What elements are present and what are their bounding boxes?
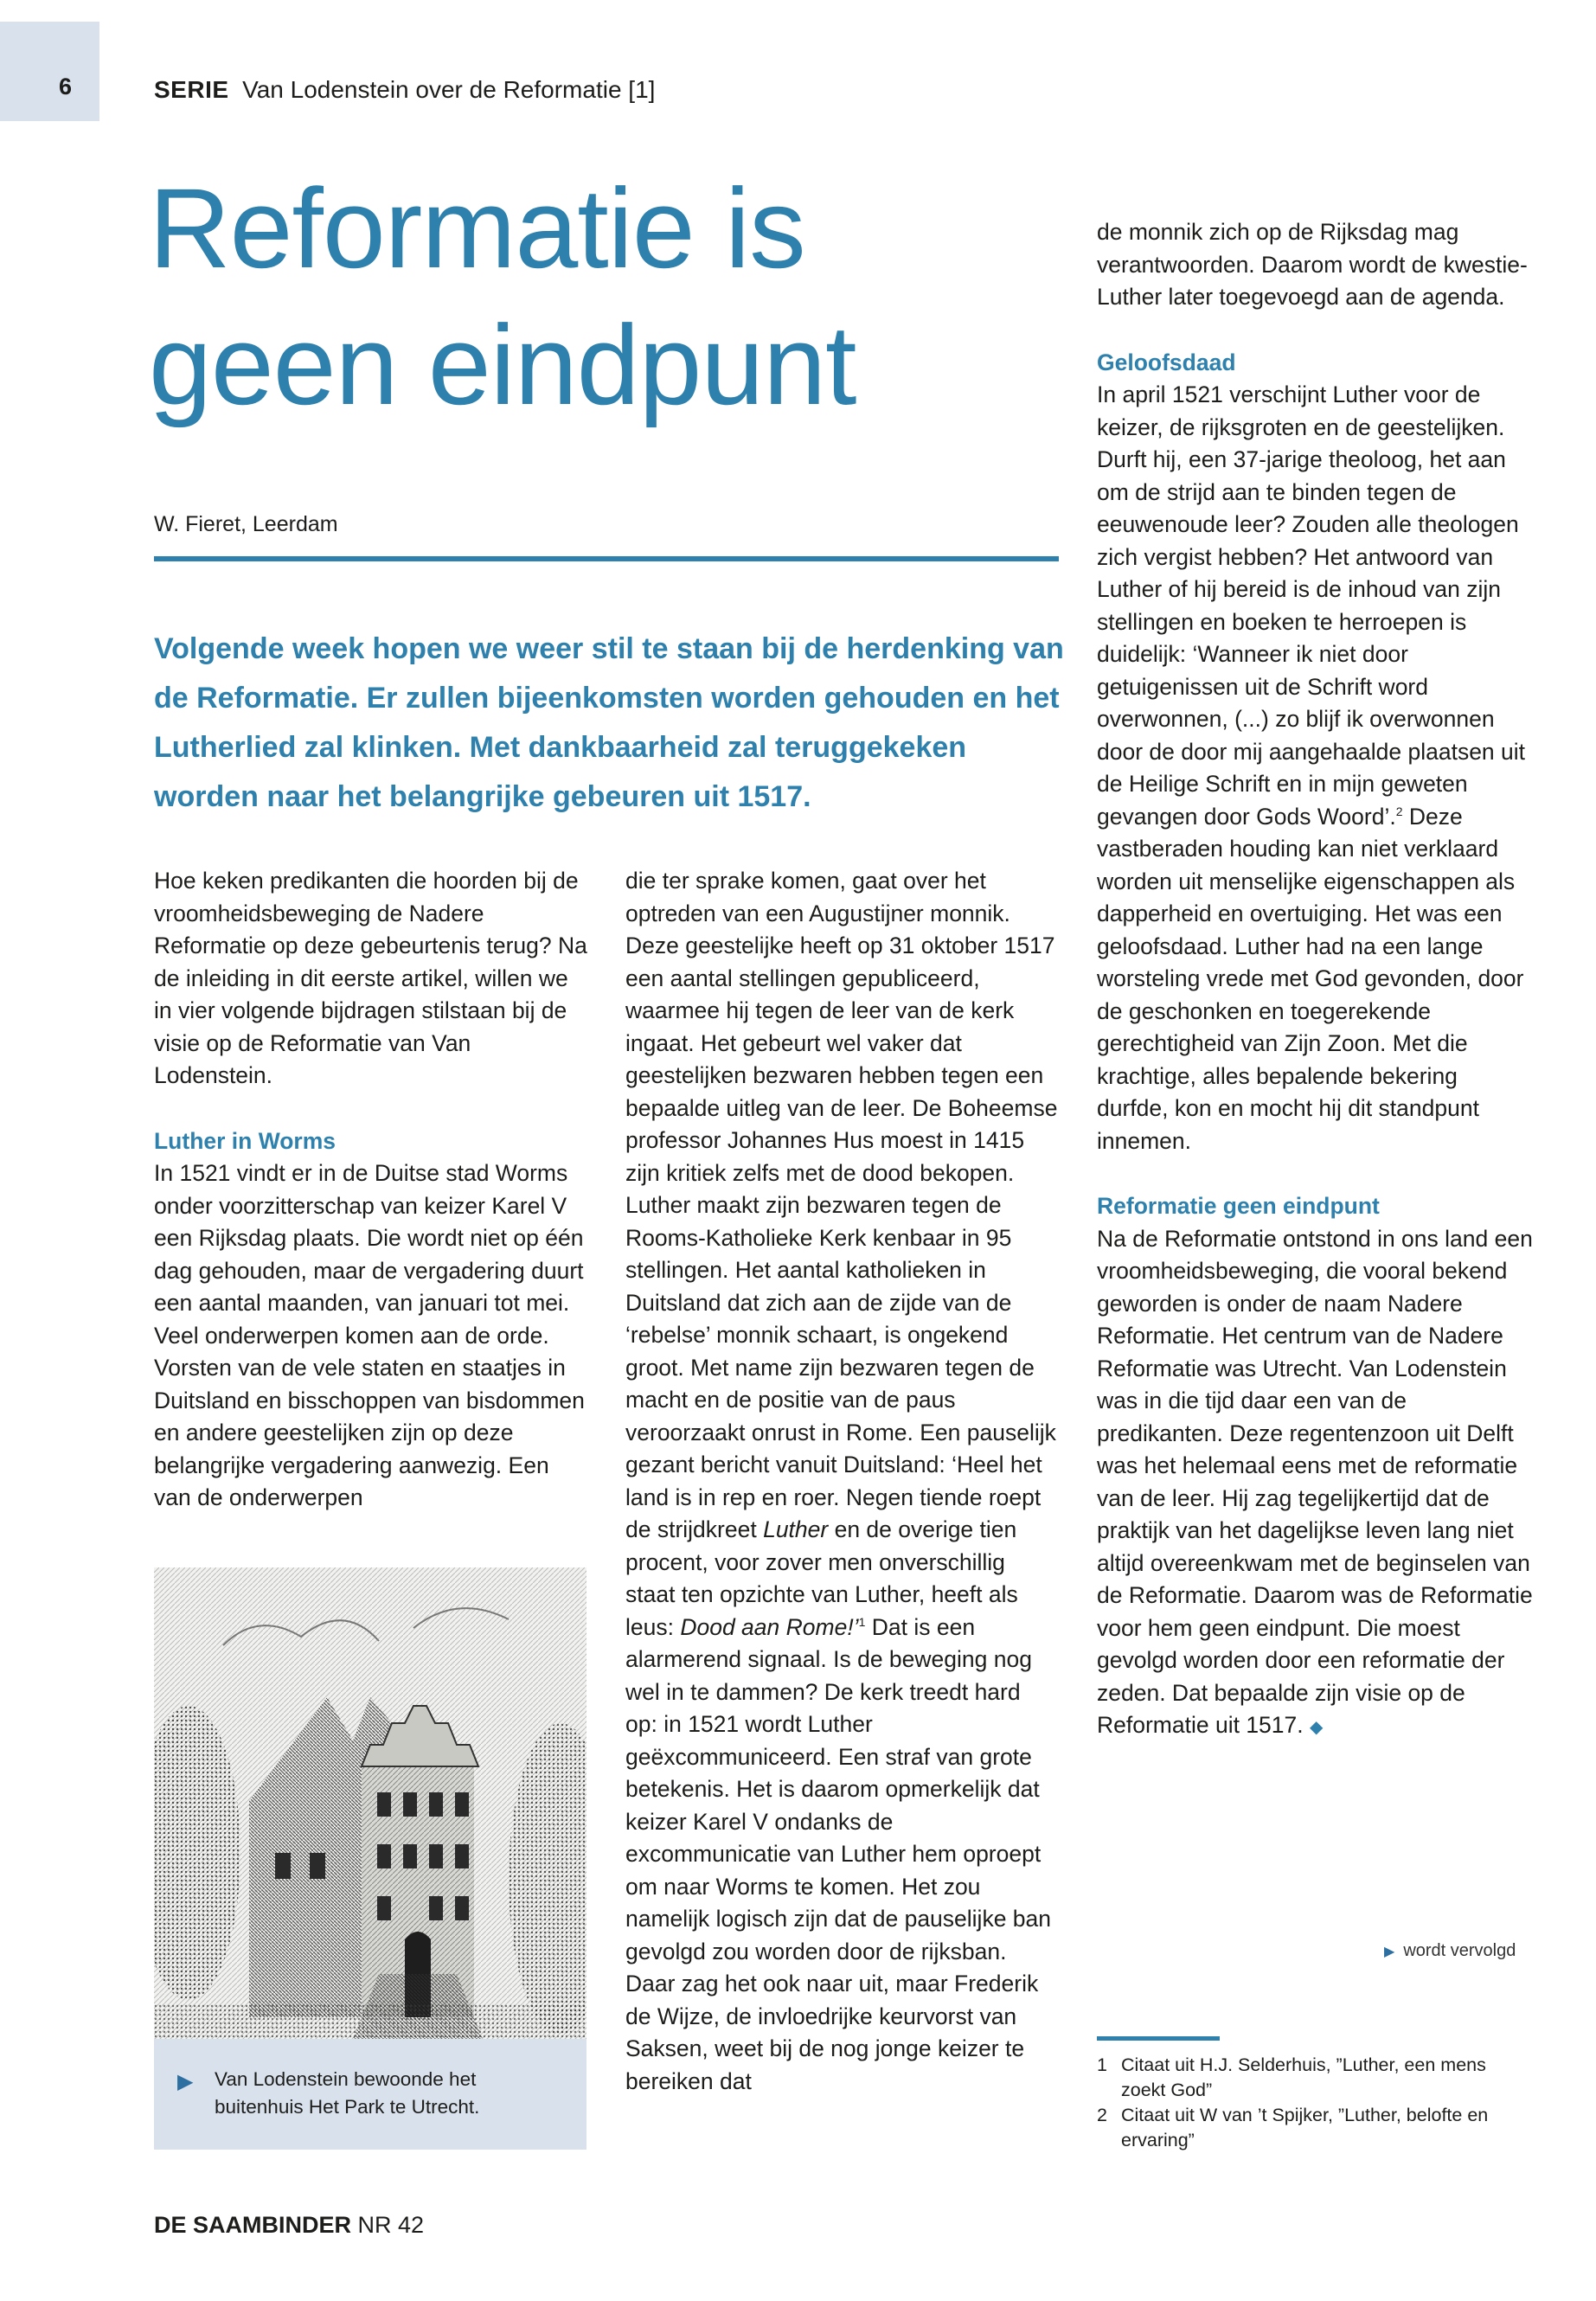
paragraph <box>625 1189 1058 2098</box>
emphasis-luther: Luther <box>763 1516 829 1542</box>
column-1 <box>154 865 591 1515</box>
intro-lead: Volgende week hopen we weer stil te staan bij de herdenking van de Reformatie. Er zullen bijeenkomsten worden gehouden en het Lutherlied zal klinken. Met dankbaarheid zal teruggekeken worden naar het belangrijke gebeuren uit 1517. <box>154 632 1064 813</box>
caption-arrow-icon: ▶ <box>177 2070 194 2093</box>
footnote-divider <box>1097 2036 1220 2041</box>
illustration-het-park <box>154 1567 586 2039</box>
title-divider <box>154 556 1059 561</box>
footnote-item <box>1097 2103 1503 2153</box>
paragraph: In 1521 vindt er in de Duitse stad Worms onder voorzitterschap van keizer Karel V een Rijksdag plaats. Die wordt niet op één dag gehouden, maar de vergadering duurt een aantal maanden, van januari tot mei. Veel onderwerpen komen aan de orde. Vorsten van de vele staten en staatjes in Duitsland en bisschoppen van bisdommen en andere geestelijken zijn op deze belangrijke vergadering aanwezig. Een van de onderwerpen <box>154 1160 585 1510</box>
footnote-text: Citaat uit W van ’t Spijker, ”Luther, belofte en ervaring” <box>1121 2105 1489 2150</box>
text-run: Dat is een alarmerend signaal. Is de beweging nog wel in te dammen? De kerk treedt hard op: in 1521 wordt Luther geëxcommuniceerd. Een straf van grote betekenis. Het is daarom opmerkelijk dat keizer Karel V ondanks de excommunicatie van Luther hem oproept om naar Worms te komen. Het zou namelijk logisch zijn dat de pauselijke ban gevolgd zou worden door de rijksban. Daar zag het ook naar uit, maar Frederik de Wijze, de invloedrijke keurvorst van Saksen, weet bij de nog jonge keizer te bereiken dat <box>625 1613 1052 2094</box>
series-label: SERIE <box>154 76 229 103</box>
text-run: en de overige tien procent, voor zover men onverschillig staat ten opzichte van Luther, heeft als leus: <box>625 1516 1018 1640</box>
author-byline: W. Fieret, Leerdam <box>154 512 338 536</box>
paragraph <box>1097 379 1534 1157</box>
subheading-geloofsdaad: Geloofsdaad <box>1097 349 1236 375</box>
article-title-line-2: geen eindpunt <box>149 301 856 428</box>
series-title: Van Lodenstein over de Reformatie [1] <box>242 76 656 103</box>
article-title <box>149 160 1083 433</box>
series-header <box>154 76 655 104</box>
paragraph: die ter sprake komen, gaat over het optreden van een Augustijner monnik. Deze geestelijke heeft op 31 oktober 1517 een aantal stellingen gepubliceerd, waarmee hij tegen de leer van de kerk ingaat. Het gebeurt wel vaker dat geestelijken bezwaren hebben tegen een bepaalde uitleg van de leer. De Boheemse professor Johannes Hus moest in 1415 zijn kritiek zelfs met de dood bekopen. <box>625 868 1058 1186</box>
end-mark-diamond-icon: ◆ <box>1310 1718 1324 1737</box>
footnote-ref-1[interactable]: 1 <box>858 1614 866 1629</box>
publication-name: DE SAAMBINDER <box>154 2212 352 2238</box>
footnote-number: 1 <box>1097 2054 1107 2075</box>
engraving-image <box>154 1567 586 2039</box>
subheading-luther-in-worms: Luther in Worms <box>154 1127 337 1154</box>
footnote-text: Citaat uit H.J. Selderhuis, ”Luther, een mens zoekt God” <box>1121 2054 1486 2100</box>
emphasis-quote: Dood aan Rome!’ <box>680 1613 859 1640</box>
paragraph <box>1097 1223 1534 1745</box>
page-number-panel <box>0 22 99 121</box>
footnote-number: 2 <box>1097 2105 1107 2125</box>
text-run: In april 1521 verschijnt Luther voor de keizer, de rijksgroten en de geestelijken. Durft hij, een 37-jarige theoloog, het aan om de strijd aan te binden tegen de eeuwenoude leer? Zouden alle theologen zich vergist hebben? Het antwoord van Luther of hij bereid is de inhoud van zijn stellingen en boeken te herroepen is duidelijk: ‘Wanneer ik niet door getuigenissen uit de Schrift word overwonnen, (...) zo blijf ik overwonnen door de door mij aangehaalde plaatsen uit de Heilige Schrift en in mijn geweten gevangen door Gods Woord’. <box>1097 381 1526 830</box>
issue-number: NR 42 <box>357 2212 425 2238</box>
column-3 <box>1097 216 1534 1745</box>
continued-arrow-icon: ▶ <box>1384 1945 1395 1959</box>
text-run: Na de Reformatie ontstond in ons land een vroomheidsbeweging, die vooral bekend geworden is onder de naam Nadere Reformatie. Het centrum van de Nadere Reformatie was Utrecht. Van Lodenstein was in die tijd daar een van de predikanten. Deze regentenzoon uit Delft was het helemaal eens met de reformatie van de leer. Hij zag tegelijkertijd dat de praktijk van het dagelijkse leven lang niet altijd overeenkwam met de beginselen van de Reformatie. Daarom was de Reformatie voor hem geen eindpunt. Die moest gevolgd worden door een reformatie der zeden. Dat bepaalde zijn visie op de Reformatie uit 1517. <box>1097 1225 1533 1738</box>
continued-text: wordt vervolgd <box>1403 1941 1516 1960</box>
text-run: Deze vastberaden houding kan niet verklaard worden uit menselijke eigenschappen als dapperheid en overtuiging. Het was een geloofsdaad. Luther had na een lange worsteling vrede met God gevonden, door de geschonken en toegerekende gerechtigheid van Zijn Zoon. Met die krachtige, alles bepalende bekering durfde, kon en mocht hij dit standpunt innemen. <box>1097 803 1524 1154</box>
column-2 <box>625 865 1058 2098</box>
paragraph: de monnik zich op de Rijksdag mag verantwoorden. Daarom wordt de kwestie-Luther later toegevoegd aan de agenda. <box>1097 219 1528 310</box>
footnote-item <box>1097 2053 1503 2103</box>
footnote-ref-2[interactable]: 2 <box>1395 804 1403 818</box>
page-number: 6 <box>59 74 73 99</box>
paragraph: Hoe keken predikanten die hoorden bij de vroomheidsbeweging de Nadere Reformatie op deze gebeurtenis terug? Na de inleiding in dit eerste artikel, willen we in vier volgende bijdragen stilstaan bij de visie op de Reformatie van Van Lodenstein. <box>154 868 587 1088</box>
subheading-reformatie-geen-eindpunt: Reformatie geen eindpunt <box>1097 1193 1380 1219</box>
article-title-line-1: Reformatie is <box>149 164 805 292</box>
figure-caption: Van Lodenstein bewoonde het buitenhuis Het Park te Utrecht. <box>215 2068 480 2118</box>
to-be-continued <box>1384 1941 1516 1961</box>
footnotes <box>1097 2053 1503 2153</box>
page-footer <box>154 2212 424 2239</box>
text-run: Luther maakt zijn bezwaren tegen de Rooms-Katholieke Kerk kenbaar in 95 stellingen. Het aantal katholieken in Duitsland dat zich aan de zijde van de ‘rebelse’ monnik schaart, is ongekend groot. Met name zijn bezwaren tegen de macht en de positie van de paus veroorzaakt onrust in Rome. Een pauselijk gezant bericht vanuit Duitsland: ‘Heel het land is in rep en roer. Negen tiende roept de strijdkreet <box>625 1192 1056 1542</box>
